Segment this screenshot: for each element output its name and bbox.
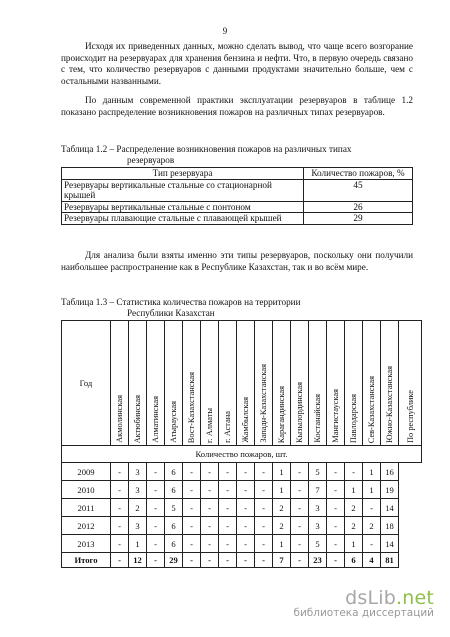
fire-count-cell: 2 [345, 499, 363, 517]
region-name: Мангистауская [331, 389, 340, 443]
fire-count-cell: - [291, 481, 309, 499]
fire-count-cell: 12 [129, 553, 147, 568]
fire-count-cell: 3 [129, 517, 147, 535]
fire-count-cell: - [237, 535, 255, 553]
fire-count-cell: - [327, 499, 345, 517]
region-header-cell [309, 321, 327, 446]
fire-count-cell: 5 [309, 463, 327, 481]
region-name: Атырауская [169, 401, 178, 443]
fire-count-cell: - [111, 463, 129, 481]
fire-count-cell: - [183, 463, 201, 481]
fire-count-cell: 1 [273, 481, 291, 499]
year-cell: 2011 [62, 499, 111, 517]
fire-count-cell: - [237, 499, 255, 517]
fire-count-cell: 14 [381, 499, 399, 517]
fire-count-cell: - [111, 535, 129, 553]
fire-count-cell: 1 [345, 481, 363, 499]
year-cell: 2012 [62, 517, 111, 535]
units-row [62, 446, 422, 463]
fire-count-cell: 3 [129, 463, 147, 481]
year-cell: 2013 [62, 535, 111, 553]
region-header-cell [147, 321, 165, 446]
region-header-cell [327, 321, 345, 446]
fire-count-cell: 6 [165, 517, 183, 535]
region-name: Павлодарская [349, 393, 358, 443]
table-row [62, 535, 422, 553]
paragraph-1: Исходя их приведенных данных, можно сделать вывод, что чаще всего возгорание происходит на резервуарах для хранения бензина и нефти. Что, в первую очередь связано с тем, что количество резервуаров с данными продуктами значительно больше, чем с остальными названными. [61, 41, 413, 86]
table-row [62, 553, 422, 568]
fire-count-cell: - [363, 535, 381, 553]
region-header-cell [291, 321, 309, 446]
fire-count-cell: - [111, 517, 129, 535]
fire-count-cell: - [201, 499, 219, 517]
table-row [62, 213, 413, 225]
fire-count-cell: 5 [165, 499, 183, 517]
fire-count-cell: - [219, 481, 237, 499]
region-header-cell [399, 321, 422, 446]
fire-count-cell: - [327, 463, 345, 481]
fire-count-cell: - [345, 463, 363, 481]
fire-count-cell: - [219, 517, 237, 535]
table-row [62, 499, 422, 517]
year-cell: 2009 [62, 463, 111, 481]
fire-count-cell: - [255, 463, 273, 481]
fire-count-cell: - [201, 535, 219, 553]
fire-count-cell: 23 [309, 553, 327, 568]
fire-count-cell: 29 [165, 553, 183, 568]
fire-count-cell: - [201, 481, 219, 499]
fire-count-cell: - [201, 463, 219, 481]
region-name: Кызылординская [295, 381, 304, 443]
region-name: Актюбинская [133, 394, 142, 443]
region-header-cell [363, 321, 381, 446]
fire-count-cell: 14 [381, 535, 399, 553]
page-number: 9 [222, 26, 228, 36]
fire-count-cell: - [147, 553, 165, 568]
header-tank-type: Тип резервуара [62, 168, 304, 180]
units-label: Количество пожаров, шт. [62, 446, 422, 463]
year-cell: 2010 [62, 481, 111, 499]
fire-count-cell: - [219, 535, 237, 553]
tank-type-cell: Резервуары вертикальные стальные со стационарной крышей [62, 179, 304, 201]
fire-count-cell: - [291, 553, 309, 568]
fire-count-cell: - [291, 463, 309, 481]
fire-count-cell: - [291, 535, 309, 553]
region-header-cell [129, 321, 147, 446]
table13-caption [61, 297, 421, 319]
tank-type-cell: Резервуары плавающие стальные с плавающей крышей [62, 213, 304, 225]
paragraph-3: Для анализа были взяты именно эти типы резервуаров, поскольку они получили наибольшее распространение как в Республике Казахстан, так и во всём мире. [61, 250, 413, 272]
fire-percent-cell: 26 [304, 201, 413, 213]
table13-caption-line1: Таблица 1.3 – Статистика количества пожаров на территории [61, 297, 301, 307]
fire-count-cell: - [255, 553, 273, 568]
fire-count-cell: - [183, 481, 201, 499]
fire-percent-cell: 29 [304, 213, 413, 225]
fire-count-cell: - [237, 481, 255, 499]
fire-count-cell: - [327, 517, 345, 535]
header-fire-count: Количество пожаров, % [304, 168, 413, 180]
fire-count-cell: 1 [345, 535, 363, 553]
region-name: Жамбылская [241, 397, 250, 443]
fire-count-cell: - [201, 553, 219, 568]
table-row [62, 463, 422, 481]
region-header-cell [183, 321, 201, 446]
year-header: Год [62, 321, 111, 446]
fire-count-cell: 5 [309, 535, 327, 553]
fire-count-cell: - [255, 481, 273, 499]
fire-count-cell: 18 [381, 517, 399, 535]
fire-count-cell: - [183, 499, 201, 517]
fire-count-cell: 3 [129, 481, 147, 499]
region-header-cell [255, 321, 273, 446]
region-name: Акмолинская [115, 395, 124, 443]
fire-count-cell: - [147, 499, 165, 517]
fire-count-cell: 1 [129, 535, 147, 553]
table-row [62, 481, 422, 499]
fire-count-cell: - [183, 517, 201, 535]
region-header-cell [165, 321, 183, 446]
table12-caption [61, 144, 421, 166]
fire-count-cell: - [237, 553, 255, 568]
region-header-cell [345, 321, 363, 446]
fire-count-cell: 1 [363, 463, 381, 481]
fire-count-cell: 2 [345, 517, 363, 535]
paragraph-2: По данным современной практики эксплуатации резервуаров в таблице 1.2 показано распределение возникновения пожаров на различных типах резервуаров. [61, 95, 413, 117]
fire-count-cell: - [183, 553, 201, 568]
fire-count-cell: - [111, 553, 129, 568]
region-header-cell [381, 321, 399, 446]
fire-count-cell: 7 [273, 553, 291, 568]
fire-count-cell: - [147, 535, 165, 553]
region-name: Южно-Казахстанская [385, 365, 394, 443]
fire-count-cell: - [255, 517, 273, 535]
fire-count-cell: 6 [165, 535, 183, 553]
fire-count-cell: - [219, 463, 237, 481]
fire-count-cell: 2 [273, 499, 291, 517]
fire-distribution-table [61, 167, 413, 225]
fire-count-cell: - [111, 481, 129, 499]
year-cell: Итого [62, 553, 111, 568]
fire-count-cell: 16 [381, 463, 399, 481]
region-name: Алматинская [151, 396, 160, 443]
fire-count-cell: - [111, 499, 129, 517]
fire-count-cell: - [219, 499, 237, 517]
fire-count-cell: - [237, 517, 255, 535]
region-header-cell [219, 321, 237, 446]
fire-count-cell: 2 [273, 517, 291, 535]
region-header-cell [273, 321, 291, 446]
fire-count-cell: 3 [309, 517, 327, 535]
fire-statistics-table [61, 320, 422, 568]
region-name: Вост-Казахстанская [187, 371, 196, 443]
fire-count-cell: 6 [345, 553, 363, 568]
table12-caption-line2: резервуаров [127, 155, 175, 165]
region-name: Сев-Казахстанская [367, 375, 376, 443]
watermark-brand-tld: .net [395, 587, 434, 609]
table-row [62, 517, 422, 535]
table12-caption-line1: Таблица 1.2 – Распределение возникновения пожаров на различных типах [61, 144, 352, 154]
fire-count-cell: - [147, 463, 165, 481]
fire-count-cell: 2 [363, 517, 381, 535]
fire-count-cell: 4 [363, 553, 381, 568]
region-name: По республике [405, 389, 415, 443]
fire-count-cell: 1 [273, 463, 291, 481]
fire-count-cell: - [255, 535, 273, 553]
fire-count-cell: 1 [363, 481, 381, 499]
fire-count-cell: - [183, 535, 201, 553]
watermark-subtitle: библиотека диссертаций [293, 607, 434, 619]
fire-count-cell: - [147, 517, 165, 535]
fire-count-cell: 2 [129, 499, 147, 517]
watermark-brand-main: dsLib [345, 587, 396, 609]
fire-count-cell: - [327, 553, 345, 568]
region-header-row [62, 321, 422, 446]
fire-count-cell: 81 [381, 553, 399, 568]
region-header-cell [201, 321, 219, 446]
table-row [62, 179, 413, 201]
fire-count-cell: - [237, 463, 255, 481]
fire-count-cell: - [201, 517, 219, 535]
fire-count-cell: - [291, 517, 309, 535]
fire-count-cell: - [255, 499, 273, 517]
fire-count-cell: 1 [273, 535, 291, 553]
fire-count-cell: - [147, 481, 165, 499]
fire-count-cell: - [219, 553, 237, 568]
region-name: Западн-Казахстанская [259, 364, 268, 443]
table-header-row [62, 168, 413, 180]
fire-count-cell: 6 [165, 481, 183, 499]
fire-count-cell: 3 [309, 499, 327, 517]
fire-count-cell: 7 [309, 481, 327, 499]
region-name: г. Алматы [205, 408, 214, 443]
dslib-watermark [293, 587, 434, 619]
region-header-cell [111, 321, 129, 446]
fire-count-cell: 19 [381, 481, 399, 499]
fire-count-cell: - [327, 481, 345, 499]
watermark-brand [293, 587, 434, 609]
table-row [62, 201, 413, 213]
fire-percent-cell: 45 [304, 179, 413, 201]
region-name: Карагандинская [277, 385, 286, 443]
table13-caption-line2: Республики Казахстан [127, 308, 215, 318]
fire-count-cell: - [363, 499, 381, 517]
region-header-cell [237, 321, 255, 446]
fire-count-cell: - [327, 535, 345, 553]
tank-type-cell: Резервуары вертикальные стальные с понтоном [62, 201, 304, 213]
fire-count-cell: - [291, 499, 309, 517]
region-name: Костанайская [313, 394, 322, 443]
region-name: г. Астана [223, 411, 232, 443]
fire-count-cell: 6 [165, 463, 183, 481]
